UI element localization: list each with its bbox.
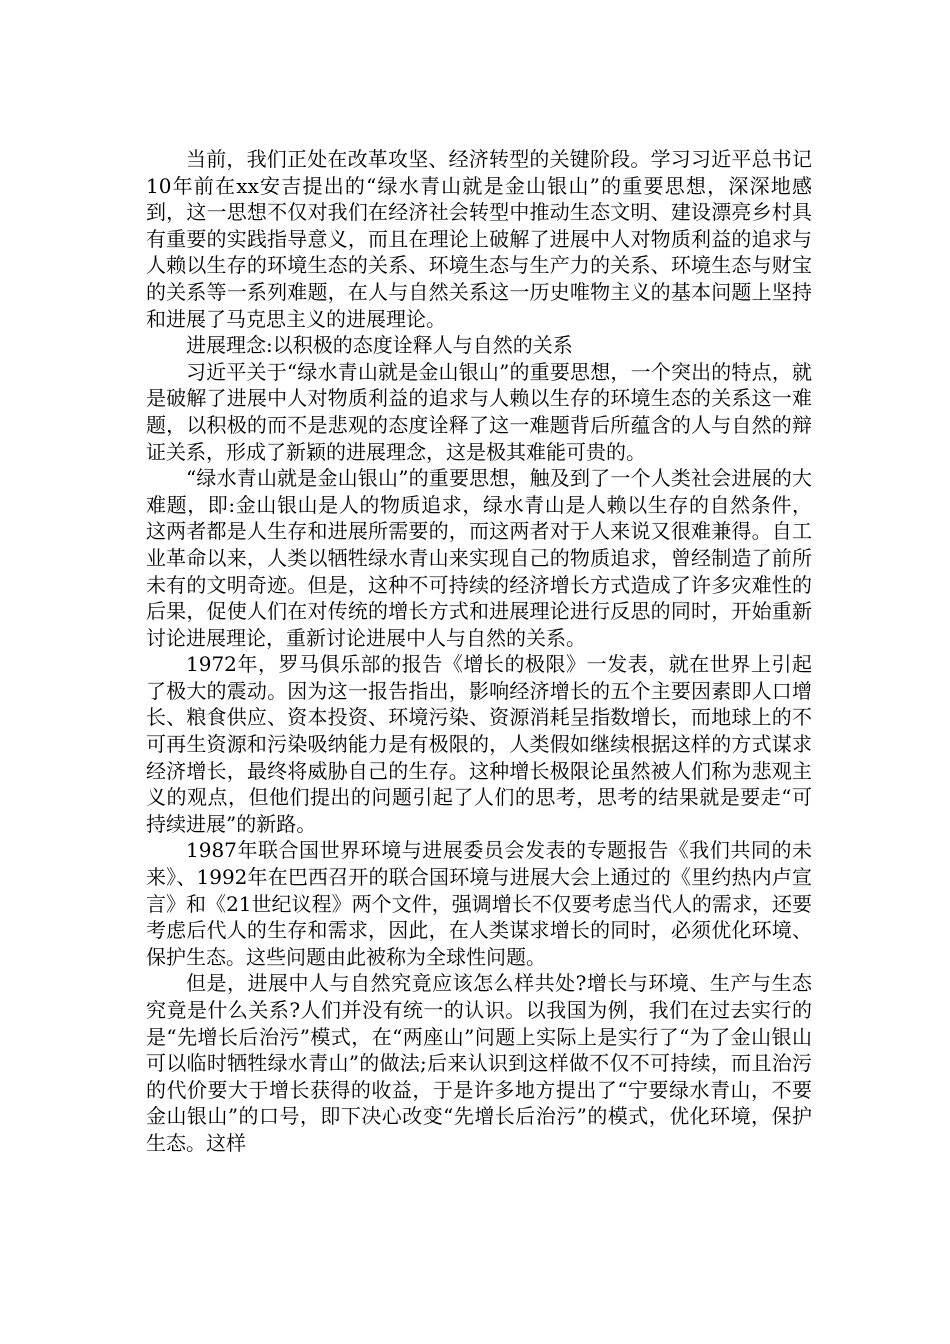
body-paragraph: “绿水青山就是金山银山”的重要思想，触及到了一个人类社会进展的大难题，即:金山银山是人的物质追求，绿水青山是人赖以生存的自然条件，这两者都是人生存和进展所需要的，而这两者对于人来说又很难兼得。自工业革命以来，人类以牺牲绿水青山来实现自己的物质追求，曾经制造了前所未有的文明奇迹。但是，这种不可持续的经济增长方式造成了许多灾难性的后果，促使人们在对传统的增长方式和进展理论进行反思的同时，开始重新讨论进展理论，重新讨论进展中人与自然的关系。	[146, 466, 812, 650]
body-paragraph: 1972年，罗马俱乐部的报告《增长的极限》一发表，就在世界上引起了极大的震动。因为这一报告指出，影响经济增长的五个主要因素即人口增长、粮食供应、资本投资、环境污染、资源消耗呈指数增长，而地球上的不可再生资源和污染吸纳能力是有极限的，人类假如继续根据这样的方式谋求经济增长，最终将威胁自己的生存。这种增长极限论虽然被人们称为悲观主义的观点，但他们提出的问题引起了人们的思考，思考的结果就是要走“可持续进展”的新路。	[146, 652, 812, 836]
intro-paragraph: 当前，我们正处在改革攻坚、经济转型的关键阶段。学习习近平总书记10年前在xx安吉提出的“绿水青山就是金山银山”的重要思想，深深地感到，这一思想不仅对我们在经济社会转型中推动生态文明、建设漂亮乡村具有重要的实践指导意义，而且在理论上破解了进展中人对物质利益的追求与人赖以生存的环境生态的关系、环境生态与生产力的关系、环境生态与财宝的关系等一系列难题，在人与自然关系这一历史唯物主义的基本问题上坚持和进展了马克思主义的进展理论。	[146, 147, 812, 331]
body-paragraph: 习近平关于“绿水青山就是金山银山”的重要思想，一个突出的特点，就是破解了进展中人对物质利益的追求与人赖以生存的环境生态的关系这一难题，以积极的而不是悲观的态度诠释了这一难题背后所蕴含的人与自然的辩证关系，形成了新颖的进展理念，这是极其难能可贵的。	[146, 359, 812, 464]
body-paragraph: 1987年联合国世界环境与进展委员会发表的专题报告《我们共同的未来》、1992年在巴西召开的联合国环境与进展大会上通过的《里约热内卢宣言》和《21世纪议程》两个文件，强调增长不仅要考虑当代人的需求，还要考虑后代人的生存和需求，因此，在人类谋求增长的同时，必须优化环境、保护生态。这些问题由此被称为全球性问题。	[146, 838, 812, 969]
document-body	[146, 146, 812, 1157]
section-heading: 进展理念:以积极的态度诠释人与自然的关系	[186, 333, 573, 358]
body-paragraph: 但是，进展中人与自然究竟应该怎么样共处?增长与环境、生产与生态究竟是什么关系?人们并没有统一的认识。以我国为例，我们在过去实行的是“先增长后治污”模式，在“两座山”问题上实际上是实行了“为了金山银山可以临时牺牲绿水青山”的做法;后来认识到这样做不仅不可持续，而且治污的代价要大于增长获得的收益，于是许多地方提出了“宁要绿水青山，不要金山银山”的口号，即下决心改变“先增长后治污”的模式，优化环境，保护生态。这样	[146, 971, 812, 1155]
